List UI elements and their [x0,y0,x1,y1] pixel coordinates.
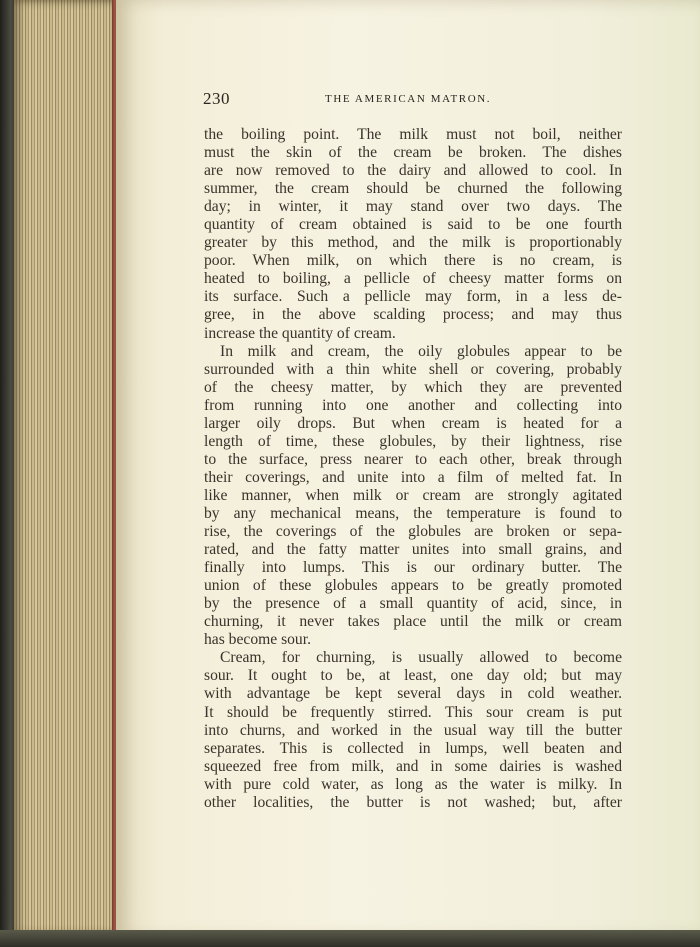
text-line: its surface. Such a pellicle may form, in a less de- [204,288,622,306]
text-line: heated to boiling, a pellicle of cheesy matter forms on [204,270,622,288]
text-line: rated, and the fatty matter unites into small grains, and [204,541,622,559]
text-line: summer, the cream should be churned the following [204,180,622,198]
text-line: has become sour. [204,631,311,649]
text-line: Cream, for churning, is usually allowed to become [220,649,622,667]
page-number: 230 [203,89,230,108]
text-line: with pure cold water, as long as the water is milky. In [204,775,622,793]
text-line: with advantage be kept several days in cold weather. [204,685,622,703]
text-line: the boiling point. The milk must not boil, neither [204,126,622,143]
text-line: larger oily drops. But when cream is heated for a [204,414,622,432]
text-line: must the skin of the cream be broken. The dishes [204,144,622,162]
text-line: of the cheesy matter, by which they are prevented [204,378,622,396]
book-page [116,0,700,937]
text-line: from running into one another and collecting into [204,396,622,414]
text-line: separates. This is collected in lumps, well beaten and [204,739,622,757]
running-head: THE AMERICAN MATRON. [325,93,492,105]
text-line: their coverings, and unite into a film of melted fat. In [204,468,622,486]
text-line: poor. When milk, on which there is no cream, is [204,252,622,270]
text-line: length of time, these globules, by their lightness, rise [204,432,622,450]
text-line: squeezed free from milk, and in some dairies is washed [204,757,622,775]
text-line: rise, the coverings of the globules are broken or sepa- [204,523,622,541]
text-line: surrounded with a thin white shell or covering, probably [204,360,622,378]
text-line: are now removed to the dairy and allowed to cool. In [204,162,622,180]
text-line: union of these globules appears to be greatly promoted [204,577,622,595]
scan-bottom-edge [0,930,700,947]
text-line: In milk and cream, the oily globules appear to be [220,342,622,360]
text-line: like manner, when milk or cream are strongly agitated [204,486,622,504]
text-line: finally into lumps. This is our ordinary butter. The [204,559,622,577]
text-line: other localities, the butter is not washed; but, after [204,793,622,811]
page-edges [14,0,124,935]
text-line: greater by this method, and the milk is proportionably [204,234,622,252]
text-line: day; in winter, it may stand over two days. The [204,198,622,216]
text-line: into churns, and worked in the usual way till the butter [204,721,622,739]
text-line: gree, in the above scalding process; and may thus [204,306,622,324]
text-line: increase the quantity of cream. [204,324,396,342]
text-line: sour. It ought to be, at least, one day old; but may [204,667,622,685]
text-line: It should be frequently stirred. This sour cream is put [204,703,622,721]
page-header [203,89,623,111]
text-line: by any mechanical means, the temperature is found to [204,504,622,522]
text-line: churning, it never takes place until the milk or cream [204,613,622,631]
text-line: to the surface, press nearer to each other, break through [204,450,622,468]
text-line: quantity of cream obtained is said to be one fourth [204,216,622,234]
body-text [204,126,622,812]
text-line: by the presence of a small quantity of acid, since, in [204,595,622,613]
